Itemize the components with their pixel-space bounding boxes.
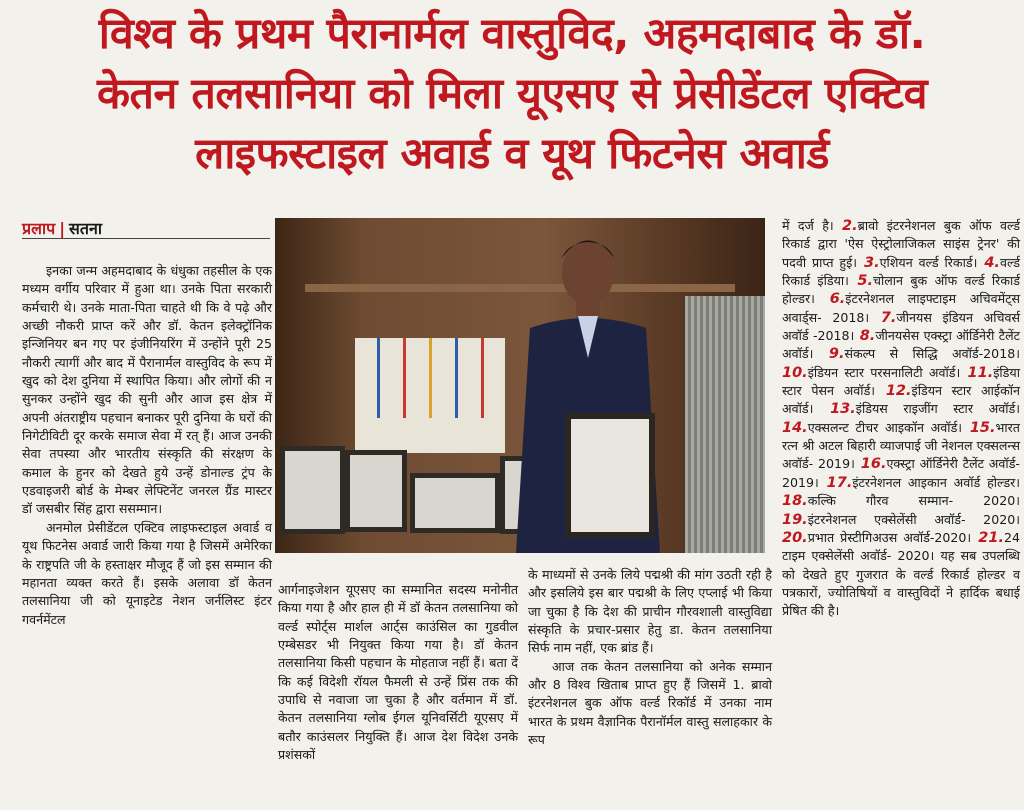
photo-medals-panel	[355, 338, 505, 453]
photo-man-with-certificate	[490, 218, 690, 553]
award-number: 11.	[960, 364, 994, 381]
award-text: इंडियन स्टार परसनालिटी अवॉर्ड।	[807, 364, 961, 380]
award-text: जीनयसेस एक्स्ट्रा ऑर्डिनेरी टैलेंट अवॉर्ड।	[782, 328, 1021, 362]
headline-line-3: लाइफस्टाइल अवार्ड व यूथ फिटनेस अवार्ड	[195, 129, 829, 179]
award-text: इंटरनेशनल आइकान अवॉर्ड होल्डर।	[852, 474, 1020, 490]
article-column-1	[22, 262, 272, 629]
award-number: 4.	[977, 254, 1000, 271]
award-text: 24 टाइम एक्सेलेंसी अवॉर्ड- 2020। यह सब उपलब्धि को देखते हुए गुजरात के वर्ल्ड रिकार्ड होल्डर व पत्रकारों, ज्योतिषियों व वास्तुविदों ने हार्दिक बधाई प्रेषित की है।	[782, 529, 1020, 619]
award-number: 16.	[854, 456, 887, 473]
award-number: 14.	[782, 419, 808, 436]
award-number: 17.	[818, 474, 853, 491]
award-text: एक्स्ट्रा ऑर्डिनेरी टैलेंट अवॉर्ड- 2019।	[782, 456, 1020, 490]
award-number: 13.	[813, 401, 856, 418]
awards-list	[782, 218, 1020, 618]
award-text: प्रभात प्रेस्टीगिअउस अवॉर्ड-2020।	[807, 529, 972, 545]
award-number: 2.	[842, 218, 858, 234]
award-number: 18.	[782, 493, 808, 510]
award-text: इंडियन स्टार आईकॉन अवॉर्ड।	[782, 383, 1020, 417]
award-number: 6.	[814, 291, 846, 308]
headline	[0, 4, 1024, 184]
award-number: 19.	[782, 511, 808, 528]
award-text: इंडियस राइजींग स्टार अवॉर्ड।	[855, 401, 1020, 417]
byline-rule	[22, 238, 270, 239]
article-column-2	[278, 581, 518, 764]
award-number: 15.	[962, 419, 996, 436]
photo-certificate	[345, 450, 407, 532]
byline-place: सतना	[69, 219, 102, 238]
headline-line-2: केतन तलसानिया को मिला यूएसए से प्रेसीडेंटल एक्टिव	[96, 69, 927, 119]
awards-intro: में दर्ज है।	[782, 218, 834, 233]
award-text: ब्रावो इंटरनेशनल बुक ऑफ वर्ल्ड रिकार्ड द्वारा 'ऐस ऐस्ट्रोलाजिकल साइंस ट्रेनर' की पदवी प्राप्त हुई।	[782, 218, 1020, 270]
award-number: 12.	[875, 383, 912, 400]
award-text: संकल्प से सिद्धि अवॉर्ड-2018।	[844, 346, 1020, 362]
paragraph: के माध्यमों से उनके लिये पद्मश्री की मांग उठती रही है और इसलिये इस बार पद्मश्री के लिए एप्लाई भी किया जा चुका है कि देश की प्राचीन गौरवशाली वास्तुविद्या संस्कृति के प्रचार-प्रसार हेतु डा. केतन तलसानिया सिर्फ नाम नहीं, एक ब्रांड हैं।	[528, 567, 772, 656]
award-text: जीनयस इंडियन अचिवर्स अवॉर्ड -2018।	[782, 309, 1020, 344]
award-text: इंटरनेशनल एक्सेलेंसी अवॉर्ड- 2020।	[807, 511, 1020, 527]
award-text: भारत रत्न श्री अटल बिहारी व्याजपाई जी नेशनल एक्सलन्स अवॉर्ड- 2019।	[782, 419, 1020, 472]
award-item	[782, 493, 1020, 508]
award-item	[813, 346, 1020, 361]
paragraph: अनमोल प्रेसीडेंटल एक्टिव लाइफस्टाइल अवार्ड व यूथ फिटनेस अवार्ड जारी किया गया है जिसमें अमेरिका के राष्ट्रपति जी के हस्ताक्षर मौजूद हैं जो इस सम्मान की महानता व्यक्त करते हैं। इसके अलावा डॉ केतन तलसानिया जी को यूनाइटेड नेशन जर्नलिस्ट इंटर गवर्नमेंटल	[22, 519, 272, 627]
photo-certificate	[280, 446, 345, 534]
award-text: एक्सलन्ट टीचर आइकॉन अवॉर्ड।	[807, 419, 963, 435]
award-text: वर्ल्ड रिकार्ड इंडिया।	[782, 254, 1020, 289]
award-number: 21.	[971, 529, 1004, 546]
article-photo	[275, 218, 765, 553]
award-item	[782, 512, 1020, 527]
award-number: 10.	[782, 364, 808, 381]
award-text: इंडिया स्टार पेसन अवॉर्ड।	[782, 364, 1020, 399]
award-text: इंटरनेशनल लाइफ्टाइम अचिवमेंट्स अवार्ड्स- 2018।	[782, 291, 1020, 325]
award-number: 8.	[854, 328, 876, 345]
award-number: 3.	[857, 254, 880, 271]
award-item	[857, 255, 977, 270]
award-text: एशियन वर्ल्ड रिकार्ड।	[879, 254, 978, 270]
article-column-4	[782, 217, 1020, 621]
headline-line-1: विश्व के प्रथम पैरानार्मल वास्तुविद, अहमदाबाद के डॉ.	[98, 9, 926, 59]
byline-tag: प्रलाप	[22, 219, 56, 238]
byline	[22, 217, 102, 239]
award-item	[782, 365, 960, 380]
award-number: 9.	[813, 346, 845, 363]
award-item	[819, 475, 1020, 490]
paragraph: इनका जन्म अहमदाबाद के धंधुका तहसील के एक मध्यम वर्गीय परिवार में हुआ था। उनके पिता सरकारी कर्मचारी थे। उनके माता-पिता चाहते थी कि वे पढ़े और अच्छी नौकरी प्राप्त करें और डॉ. केतन इलेक्ट्रॉनिक इन्जिनियर बन गए पर इंजीनियरिंग में उन्होंने पूरी 25 नौकरी त्यागीं और बाद में पैरानार्मल वास्तुविद के रूप में खुद को देश दुनिया में स्थापित किया। और लोगों की न सुनकर उन्होंने खुद की सुनी और आज इस क्षेत्र में अपनी अंतराष्ट्रीय पहचान बनाकर पूरी दुनिया के घरों की निगेटीविटी दूर करके समाज सेवा में रत् हैं। आज उनकी सेवा तपस्या और भारतीय संस्कृति की संरक्षण के कमाल के हुनर को देखते हुये उन्हें डोनाल्ड ट्रंप के एडवाइजरी बोर्ड के मेम्बर लेफ्टिनेंट जनरल ग्रैंड मास्टर डॉ जसबीर सिंह द्वारा ससम्मान।	[22, 263, 272, 517]
award-text: कल्कि गौरव सम्मान- 2020।	[807, 493, 1020, 509]
byline-separator: |	[59, 219, 66, 238]
award-number: 20.	[782, 529, 808, 546]
photo-certificate	[410, 473, 500, 533]
award-number: 7.	[869, 309, 897, 326]
paragraph: आर्गनाइजेशन यूएसए का सम्मानित सदस्य मनोनीत किया गया है और हाल ही में डॉ केतन तलसानिया को वर्ल्ड स्पोर्ट्स मार्शल आर्ट्स काउंसिल का गुडवील एम्बेसडर भी नियुक्त किया गया है। डॉ केतन तलसानिया किसी पहचान के मोहताज नहीं हैं। बता दें कि कई विदेशी रॉयल फैमली से उन्हें प्रिंस तक की उपाधि से नवाजा जा चुका है और वर्तमान में डॉ. केतन तलसानिया ग्लोब ईगल यूनिवर्सिटी यूएसए में बतौर काउंसलर नियुक्ति हैं। आज देश विदेश उनके प्रशंसकों	[278, 582, 518, 763]
article-column-3	[528, 566, 772, 749]
award-text: चोलान बुक ऑफ वर्ल्ड रिकार्ड होल्डर।	[782, 273, 1020, 307]
award-number: 5.	[848, 273, 873, 290]
photo-window-blinds	[685, 296, 765, 553]
award-item	[782, 420, 962, 435]
paragraph: आज तक केतन तलसानिया को अनेक सम्मान और 8 विश्व खिताब प्राप्त हुए हैं जिसमें 1. ब्रावो इंटरनेशनल बुक ऑफ वर्ल्ड रिकॉर्ड में उनका नाम भारत के प्रथम वैज्ञानिक पैरानॉर्मल वास्तु सलाहकार के रूप	[528, 658, 772, 748]
award-item	[782, 530, 971, 545]
award-item	[813, 401, 1020, 416]
